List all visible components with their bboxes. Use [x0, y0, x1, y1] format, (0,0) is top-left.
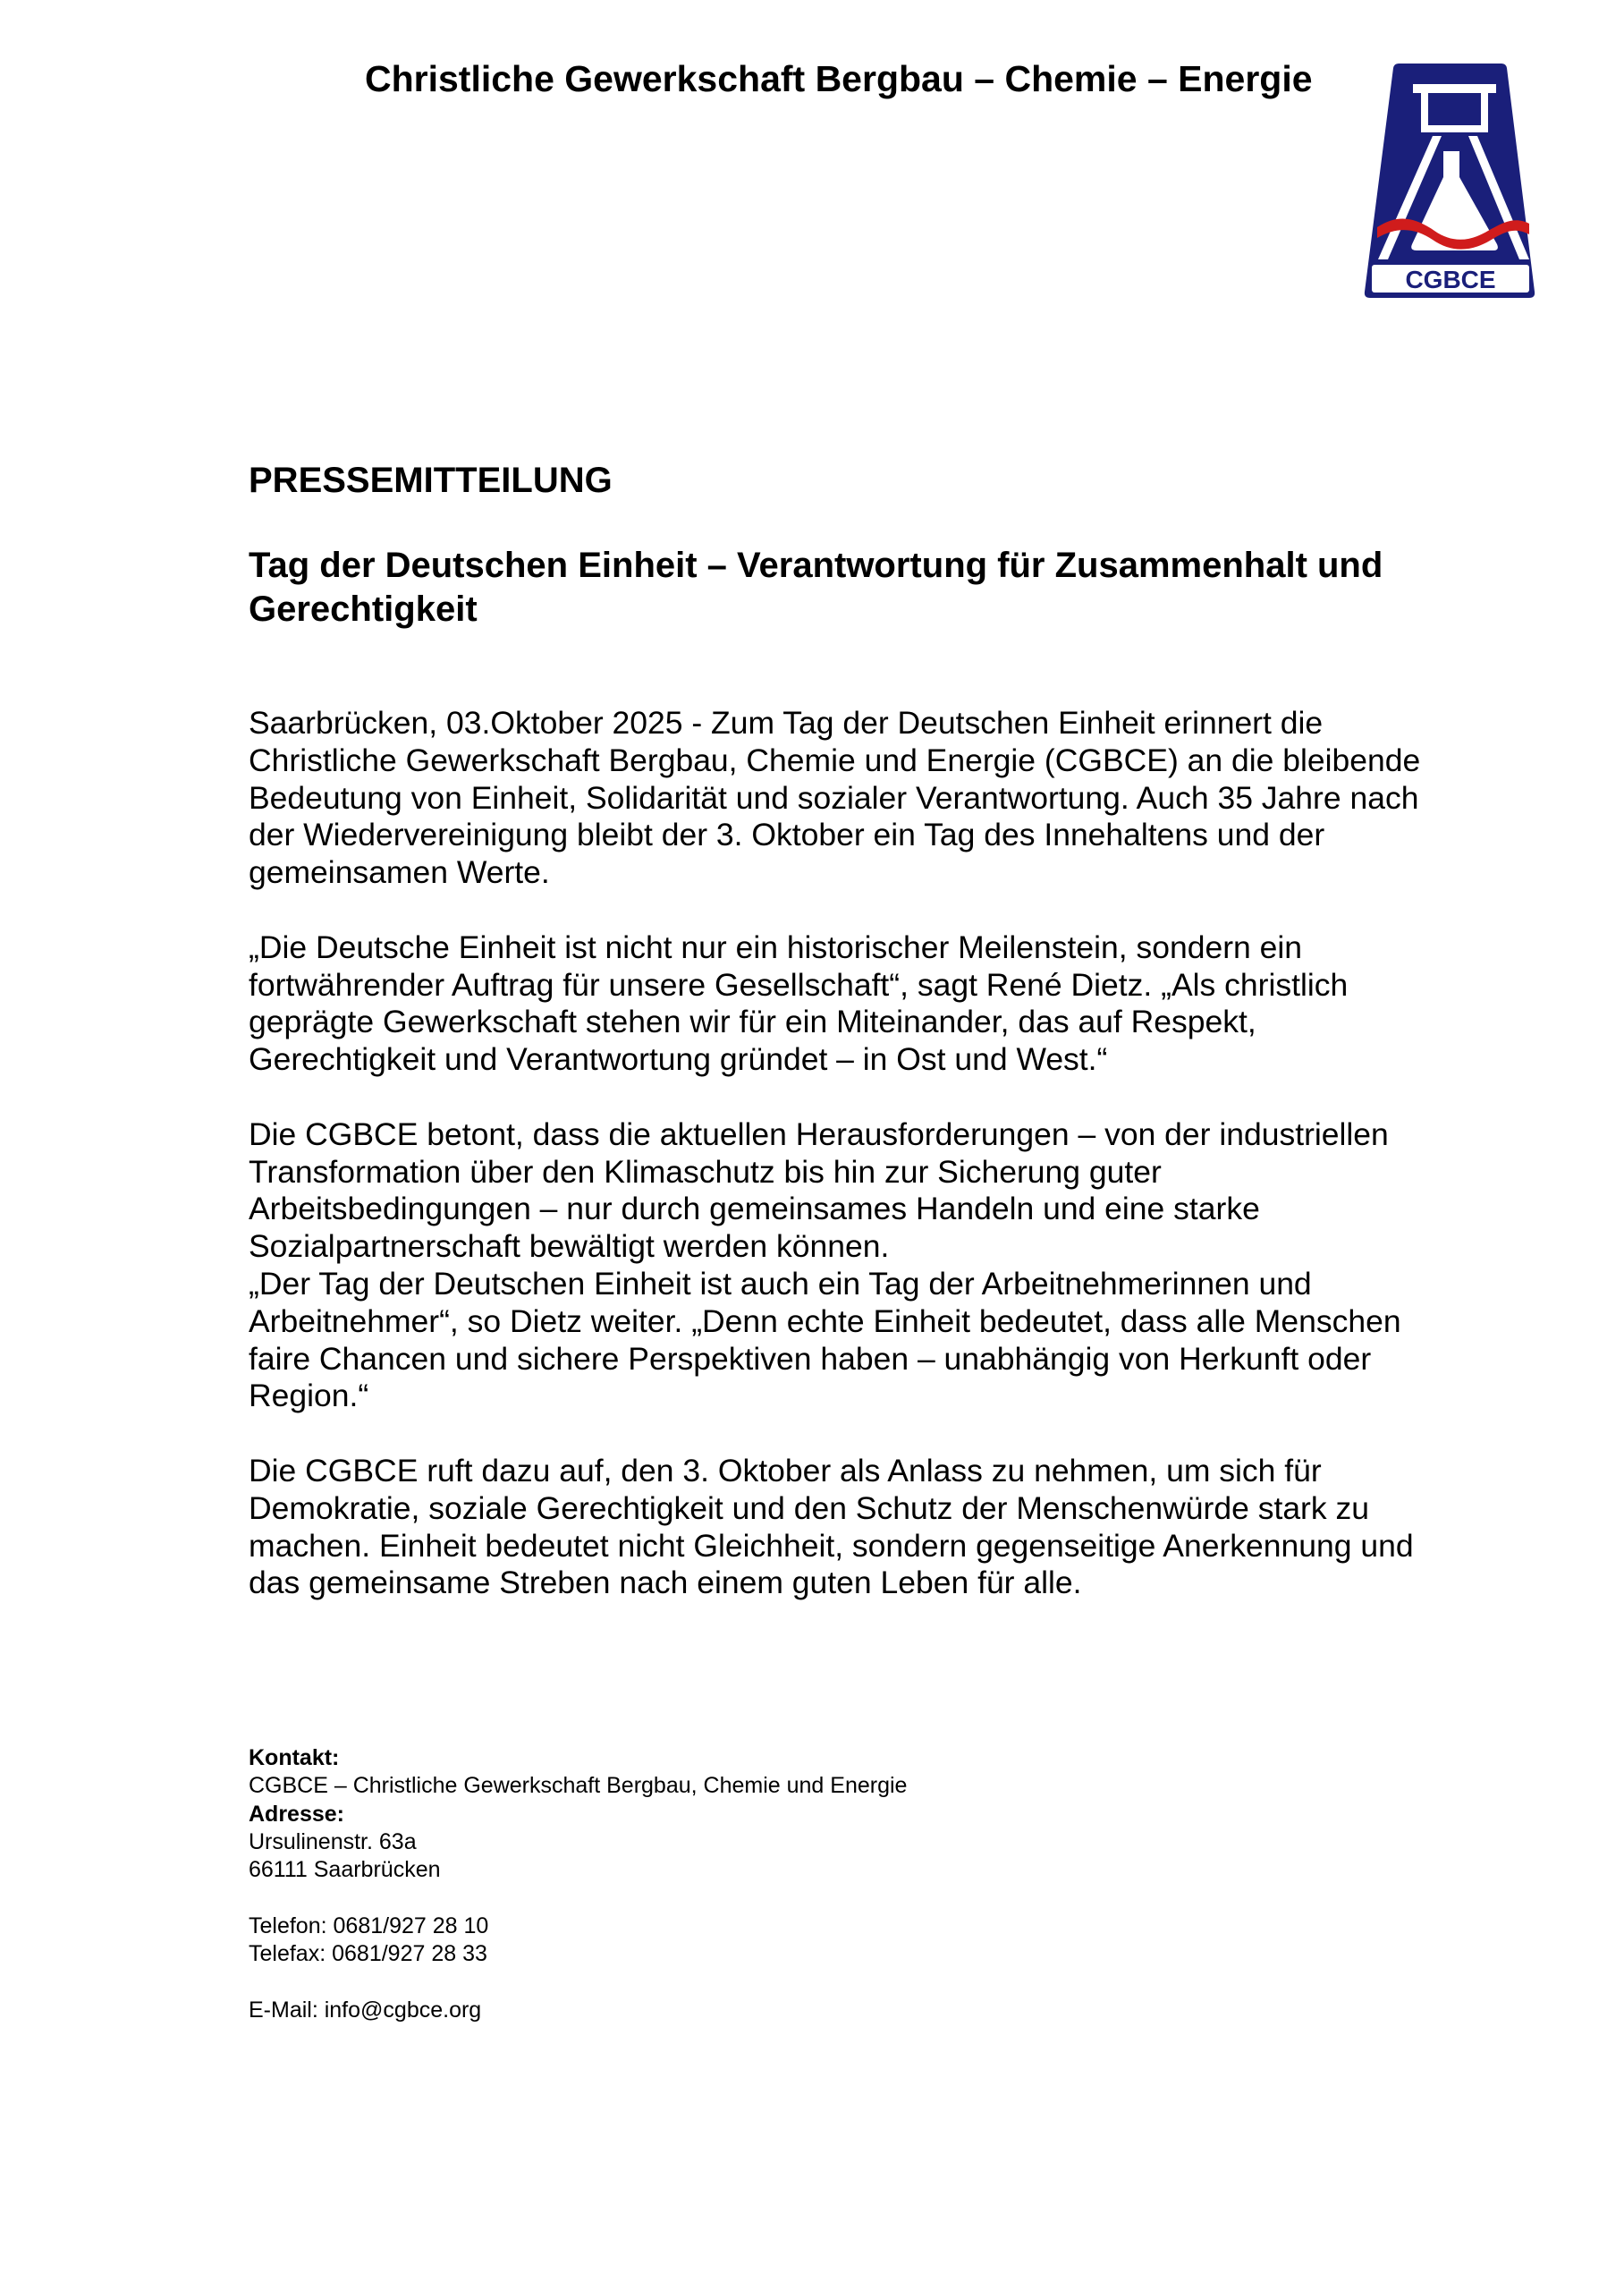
phone-number: Telefon: 0681/927 28 10 — [249, 1913, 489, 1938]
headline — [249, 544, 1383, 632]
paragraph-quote — [249, 929, 1420, 1079]
text-line: Region.“ — [249, 1378, 369, 1414]
text-line: das gemeinsame Streben nach einem guten Leben für alle. — [249, 1565, 1082, 1601]
text-line: Bedeutung von Einheit, Solidarität und sozialer Verantwortung. Auch 35 Jahre nach — [249, 779, 1419, 816]
spacer — [249, 1968, 907, 1996]
organization-title: Christliche Gewerkschaft Bergbau – Chemie – Energie — [365, 58, 1313, 99]
paragraph-call-to-action — [249, 1453, 1420, 1602]
address-street: Ursulinenstr. 63a — [249, 1828, 417, 1854]
text-line: Demokratie, soziale Gerechtigkeit und den Schutz der Menschenwürde stark zu — [249, 1489, 1369, 1526]
logo-tower-base — [1421, 125, 1488, 132]
logo-tower-right — [1481, 93, 1488, 127]
logo-tower-left — [1421, 93, 1428, 127]
paragraph-challenges — [249, 1116, 1420, 1266]
text-line: Arbeitsbedingungen – nur durch gemeinsames Handeln und eine starke — [249, 1191, 1260, 1227]
text-line: Christliche Gewerkschaft Bergbau, Chemie und Energie (CGBCE) an die bleibende — [249, 742, 1421, 778]
logo-text: CGBCE — [1405, 266, 1496, 293]
text-line: fortwährender Auftrag für unsere Gesellschaft“, sagt René Dietz. „Als christlich — [249, 966, 1349, 1003]
text-line: gemeinsamen Werte. — [249, 854, 550, 891]
text-line: machen. Einheit bedeutet nicht Gleichheit, sondern gegenseitige Anerkennung und — [249, 1527, 1414, 1564]
paragraph-intro — [249, 705, 1420, 892]
text-line: Die CGBCE ruft dazu auf, den 3. Oktober als Anlass zu nehmen, um sich für — [249, 1452, 1322, 1488]
press-release-label: PRESSEMITTEILUNG — [249, 461, 613, 500]
paragraph-workers-quote — [249, 1266, 1420, 1415]
headline-line: Tag der Deutschen Einheit – Verantwortung für Zusammenhalt und — [249, 546, 1383, 585]
text-line: Sozialpartnerschaft bewältigt werden können. — [249, 1228, 890, 1265]
fax-number: Telefax: 0681/927 28 33 — [249, 1941, 487, 1967]
text-line: „Die Deutsche Einheit ist nicht nur ein historischer Meilenstein, sondern ein — [249, 929, 1303, 965]
address-city: 66111 Saarbrücken — [249, 1857, 441, 1883]
contact-block — [249, 1744, 907, 2024]
contact-organization: CGBCE – Christliche Gewerkschaft Bergbau, Chemie und Energie — [249, 1773, 908, 1799]
address-label: Adresse: — [249, 1801, 344, 1827]
text-line: Gerechtigkeit und Verantwortung gründet – in Ost und West.“ — [249, 1041, 1108, 1078]
text-line: Saarbrücken, 03.Oktober 2025 - Zum Tag der Deutschen Einheit erinnert die — [249, 705, 1324, 741]
text-line: der Wiedervereinigung bleibt der 3. Oktober ein Tag des Innehaltens und der — [249, 817, 1325, 853]
contact-label: Kontakt: — [249, 1745, 340, 1770]
body-text — [249, 705, 1420, 1640]
text-line: geprägte Gewerkschaft stehen wir für ein Miteinander, das auf Respekt, — [249, 1004, 1256, 1040]
text-line: „Der Tag der Deutschen Einheit ist auch ein Tag der Arbeitnehmerinnen und — [249, 1265, 1312, 1302]
text-line: faire Chancen und sichere Perspektiven haben – unabhängig von Herkunft oder — [249, 1340, 1372, 1377]
text-line: Arbeitnehmer“, so Dietz weiter. „Denn echte Einheit bedeutet, dass alle Menschen — [249, 1302, 1401, 1339]
text-line: Die CGBCE betont, dass die aktuellen Herausforderungen – von der industriellen — [249, 1115, 1389, 1152]
cgbce-logo — [1363, 61, 1536, 301]
headline-line: Gerechtigkeit — [249, 589, 478, 629]
text-line: Transformation über den Klimaschutz bis hin zur Sicherung guter — [249, 1153, 1162, 1190]
spacer — [249, 1884, 907, 1912]
email-address[interactable]: E-Mail: info@cgbce.org — [249, 1997, 482, 2023]
logo-crossbar — [1413, 84, 1496, 93]
